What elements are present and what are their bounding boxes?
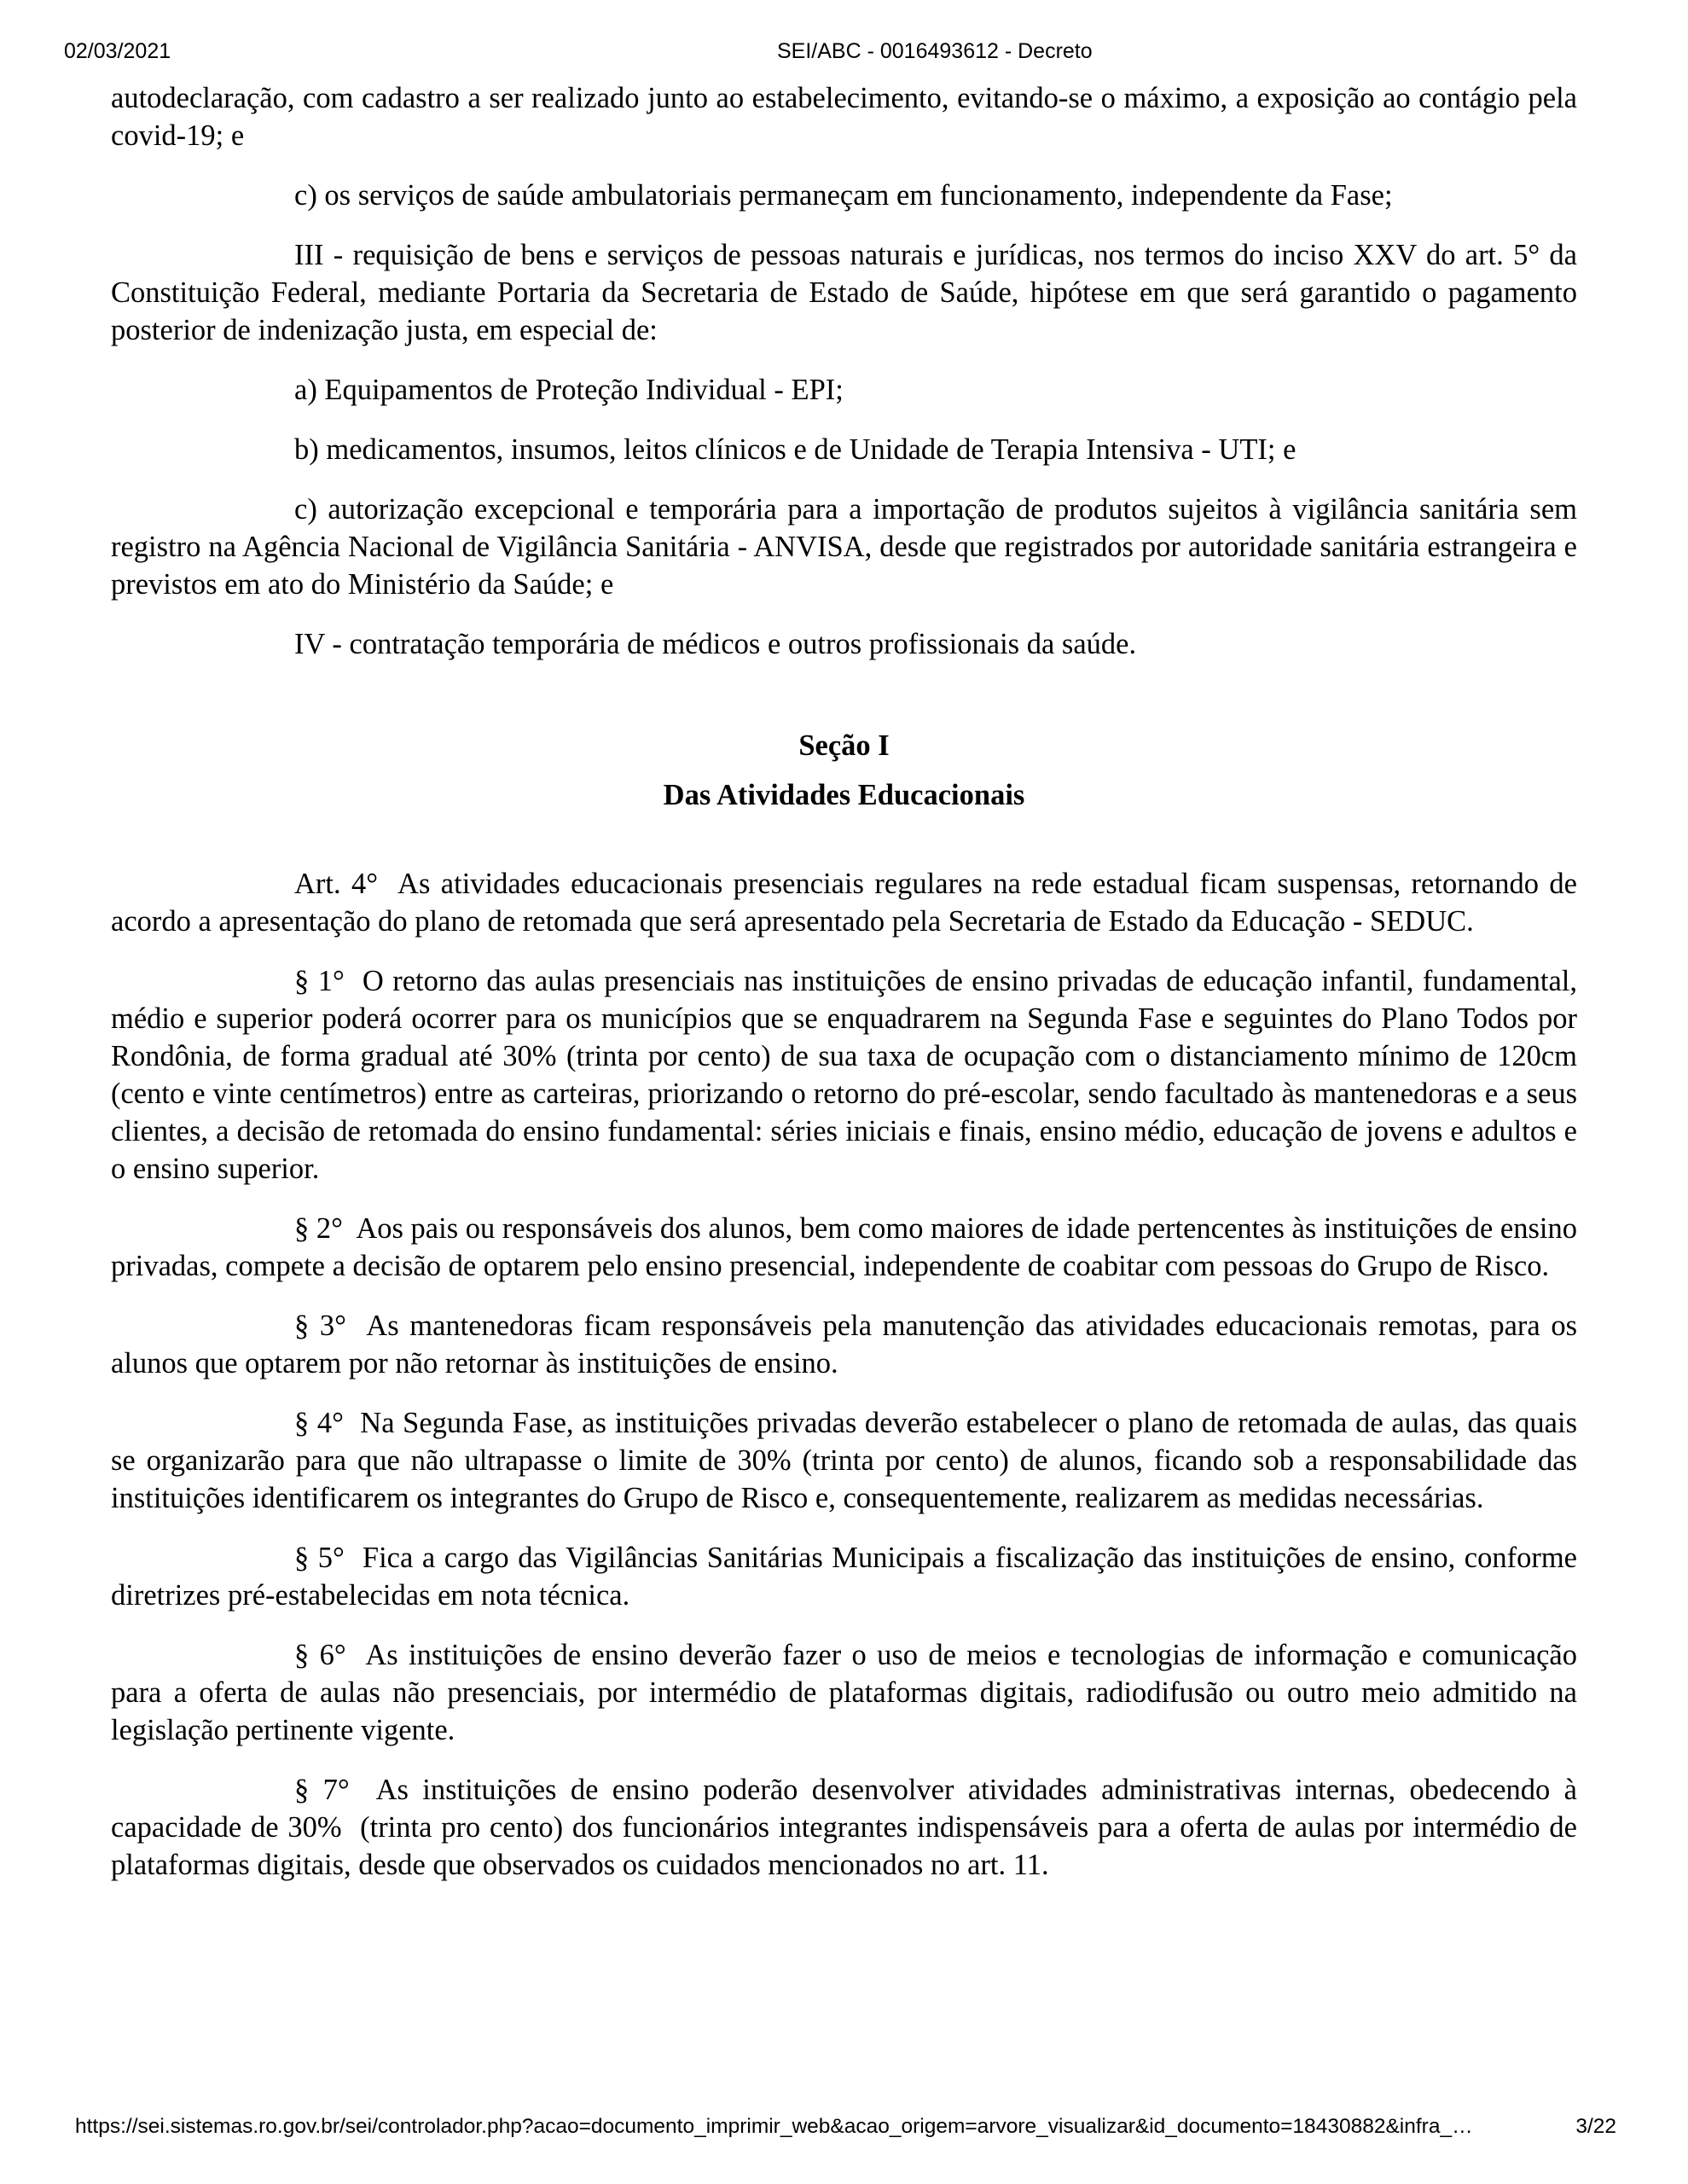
document-paragraph: IV - contratação temporária de médicos e outros profissionais da saúde. [294,628,1137,660]
print-header-title: SEI/ABC - 0016493612 - Decreto [777,39,1093,63]
section-title: Seção I [798,729,890,762]
document-paragraph: III - requisição de bens e serviços de pessoas naturais e jurídicas, nos termos do inciso XXV do art. 5° da Constituição Federal, mediante Portaria da Secretaria de Estado de Saúde, hipótese em que será garantido o pagamento posterior de indenização justa, em especial de: [111,239,1577,346]
document-paragraph: § 7° As instituições de ensino poderão desenvolver atividades administrativas internas, obedecendo à capacidade de 30% (trinta pro cento) dos funcionários integrantes indispensáveis para a oferta de aulas por intermédio de plataformas digitais, desde que observados os cuidados mencionados no art. 11. [111,1774,1577,1881]
document-paragraph: § 2° Aos pais ou responsáveis dos alunos, bem como maiores de idade pertencentes às instituições de ensino privadas, compete a decisão de optarem pelo ensino presencial, independente de coabitar com pessoas do Grupo de Risco. [111,1212,1577,1282]
document-paragraph: § 1° O retorno das aulas presenciais nas instituições de ensino privadas de educação infantil, fundamental, médio e superior poderá ocorrer para os municípios que se enquadrarem na Segunda Fase e seguintes do Plano Todos por Rondônia, de forma gradual até 30% (trinta por cento) de sua taxa de ocupação com o distanciamento mínimo de 120cm (cento e vinte centímetros) entre as carteiras, priorizando o retorno do pré-escolar, sendo facultado às mantenedoras e a seus clientes, a decisão de retomada do ensino fundamental: séries iniciais e finais, ensino médio, educação de jovens e adultos e o ensino superior. [111,965,1577,1185]
section-subtitle: Das Atividades Educacionais [663,779,1025,811]
document-paragraph: a) Equipamentos de Proteção Individual - EPI; [294,374,844,406]
print-footer [75,2115,1616,2139]
document-paragraph: autodeclaração, com cadastro a ser realizado junto ao estabelecimento, evitando-se o máximo, a exposição ao contágio pela covid-19; e [111,82,1577,152]
document-paragraph: § 3° As mantenedoras ficam responsáveis pela manutenção das atividades educacionais remotas, para os alunos que optarem por não retornar às instituições de ensino. [111,1310,1577,1380]
document-paragraph: b) medicamentos, insumos, leitos clínicos e de Unidade de Terapia Intensiva - UTI; e [294,433,1296,466]
print-footer-page-number: 3/22 [1575,2115,1616,2138]
document-paragraph: c) os serviços de saúde ambulatoriais permaneçam em funcionamento, independente da Fase; [294,179,1393,212]
document-paragraph: § 6° As instituições de ensino deverão fazer o uso de meios e tecnologias de informação e comunicação para a oferta de aulas não presenciais, por intermédio de plataformas digitais, radiodifusão ou outro meio admitido na legislação pertinente vigente. [111,1639,1577,1746]
document-paragraph: § 4° Na Segunda Fase, as instituições privadas deverão estabelecer o plano de retomada de aulas, das quais se organizarão para que não ultrapasse o limite de 30% (trinta por cento) de alunos, ficando sob a responsabilidade das instituições identificarem os integrantes do Grupo de Risco e, consequentemente, realizarem as medidas necessárias. [111,1407,1577,1514]
print-footer-url: https://sei.sistemas.ro.gov.br/sei/controlador.php?acao=documento_imprimir_web&acao_origem=arvore_visualizar&id_documento=18430882&infra_… [75,2115,1473,2138]
document-paragraph: Art. 4° As atividades educacionais presenciais regulares na rede estadual ficam suspensas, retornando de acordo a apresentação do plano de retomada que será apresentado pela Secretaria de Estado da Educação - SEDUC. [111,868,1577,938]
document-paragraph: c) autorização excepcional e temporária para a importação de produtos sujeitos à vigilância sanitária sem registro na Agência Nacional de Vigilância Sanitária - ANVISA, desde que registrados por autoridade sanitária estrangeira e previstos em ato do Ministério da Saúde; e [111,493,1577,601]
print-header-date: 02/03/2021 [64,39,171,63]
document-body [111,79,1577,1906]
document-paragraph: § 5° Fica a cargo das Vigilâncias Sanitárias Municipais a fiscalização das instituições de ensino, conforme diretrizes pré-estabelecidas em nota técnica. [111,1542,1577,1612]
